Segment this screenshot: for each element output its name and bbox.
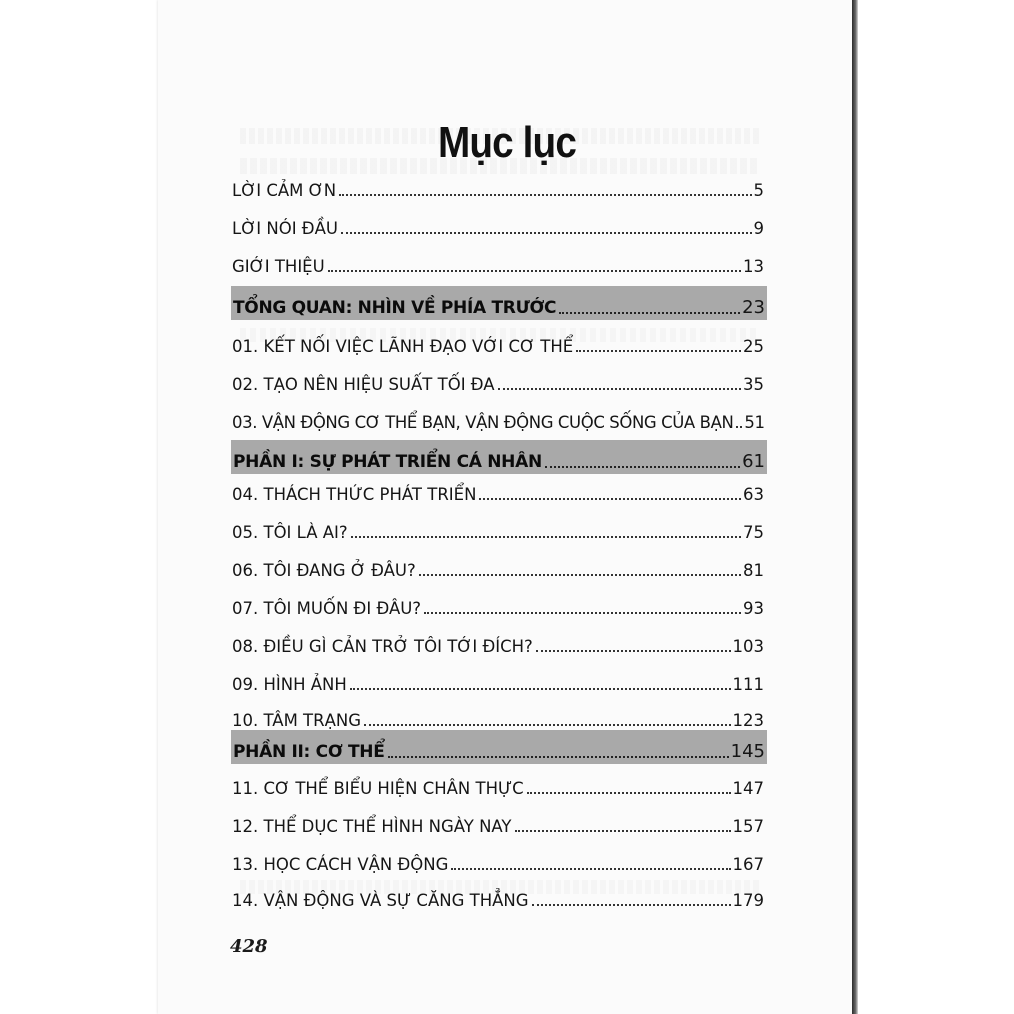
toc-entry-page: 5 [753, 180, 764, 200]
dot-leader [341, 232, 752, 234]
dot-leader [339, 194, 751, 196]
toc-section-page: 23 [742, 297, 765, 318]
toc-entry-page: 35 [743, 374, 764, 394]
dot-leader [350, 688, 731, 690]
toc-entry-label: 08. ĐIỀU GÌ CẢN TRỞ TÔI TỚI ĐÍCH? [232, 636, 533, 656]
toc-entry-page: 93 [743, 598, 764, 618]
toc-entry-label: 13. HỌC CÁCH VẬN ĐỘNG [232, 854, 449, 874]
toc-entry[interactable] [232, 248, 764, 278]
toc-entry[interactable] [232, 514, 764, 544]
toc-entry[interactable] [232, 882, 764, 912]
dot-leader [419, 574, 741, 576]
toc-entry[interactable] [232, 404, 764, 434]
toc-entry-label: 07. TÔI MUỐN ĐI ĐÂU? [232, 598, 422, 618]
dot-leader [479, 498, 741, 500]
toc-entry[interactable] [232, 590, 764, 620]
toc-entry[interactable] [232, 702, 764, 732]
toc-entry[interactable] [232, 476, 764, 506]
page-number-folio: 428 [230, 936, 268, 957]
toc-entry-label: 05. TÔI LÀ AI? [232, 522, 348, 542]
toc-entry-label: 10. TÂM TRẠNG [232, 710, 362, 730]
toc-entry-page: 81 [743, 560, 764, 580]
dot-leader [532, 904, 731, 906]
dot-leader [545, 466, 740, 468]
page-title: Mục lục [438, 118, 576, 167]
toc-entry-page: 179 [732, 890, 764, 910]
toc-entry-page: 9 [753, 218, 764, 238]
toc-entry-page: 63 [743, 484, 764, 504]
toc-entry[interactable] [232, 210, 764, 240]
dot-leader [498, 388, 741, 390]
toc-entry-label: 02. TẠO NÊN HIỆU SUẤT TỐI ĐA [232, 374, 495, 394]
toc-entry-page: 51 [744, 412, 765, 432]
toc-section-label: PHẦN I: SỰ PHÁT TRIỂN CÁ NHÂN [233, 452, 542, 472]
toc-entry-page: 13 [743, 256, 764, 276]
toc-entry-page: 75 [743, 522, 764, 542]
toc-section-page: 145 [730, 741, 765, 762]
dot-leader [527, 792, 731, 794]
dot-leader [388, 756, 729, 758]
dot-leader [736, 426, 742, 428]
toc-section-heading[interactable] [231, 286, 767, 320]
toc-entry-label: 14. VẬN ĐỘNG VÀ SỰ CĂNG THẲNG [232, 890, 529, 910]
dot-leader [559, 312, 740, 314]
dot-leader [351, 536, 741, 538]
toc-entry[interactable] [232, 808, 764, 838]
dot-leader [328, 270, 741, 272]
toc-entry-label: 09. HÌNH ẢNH [232, 674, 347, 694]
toc-section-heading[interactable] [231, 730, 767, 764]
toc-section-heading[interactable] [231, 440, 767, 474]
toc-entry-label: 11. CƠ THỂ BIỂU HIỆN CHÂN THỰC [232, 778, 524, 798]
toc-entry[interactable] [232, 552, 764, 582]
toc-section-label: PHẦN II: CƠ THỂ [233, 742, 385, 762]
toc-entry-label: 06. TÔI ĐANG Ở ĐÂU? [232, 560, 416, 580]
toc-entry-label: 04. THÁCH THỨC PHÁT TRIỂN [232, 484, 477, 504]
toc-section-page: 61 [742, 451, 765, 472]
dot-leader [451, 868, 730, 870]
toc-entry-label: LỜI CẢM ƠN [232, 180, 337, 200]
toc-entry-label: GIỚI THIỆU [232, 256, 325, 276]
dot-leader [364, 724, 730, 726]
dot-leader [424, 612, 741, 614]
toc-entry-page: 111 [732, 674, 764, 694]
dot-leader [515, 830, 731, 832]
toc-entry[interactable] [232, 172, 764, 202]
toc-entry[interactable] [232, 628, 764, 658]
toc-entry-page: 157 [732, 816, 764, 836]
toc-entry[interactable] [232, 328, 764, 358]
toc-entry-page: 25 [743, 336, 764, 356]
toc-entry[interactable] [232, 846, 764, 876]
toc-section-label: TỔNG QUAN: NHÌN VỀ PHÍA TRƯỚC [233, 298, 557, 318]
toc-entry-label: 01. KẾT NỐI VIỆC LÃNH ĐẠO VỚI CƠ THỂ [232, 336, 574, 356]
toc-entry-page: 103 [732, 636, 764, 656]
toc-entry[interactable] [232, 366, 764, 396]
dot-leader [576, 350, 741, 352]
toc-entry-page: 147 [732, 778, 764, 798]
toc-entry-page: 167 [732, 854, 764, 874]
toc-entry-page: 123 [732, 710, 764, 730]
toc-entry[interactable] [232, 770, 764, 800]
toc-entry-label: 03. VẬN ĐỘNG CƠ THỂ BẠN, VẬN ĐỘNG CUỘC SỐNG CỦA BẠN [232, 412, 734, 432]
dot-leader [536, 650, 731, 652]
toc-entry[interactable] [232, 666, 764, 696]
toc-entry-label: 12. THỂ DỤC THỂ HÌNH NGÀY NAY [232, 816, 512, 836]
toc-entry-label: LỜI NÓI ĐẦU [232, 218, 338, 238]
